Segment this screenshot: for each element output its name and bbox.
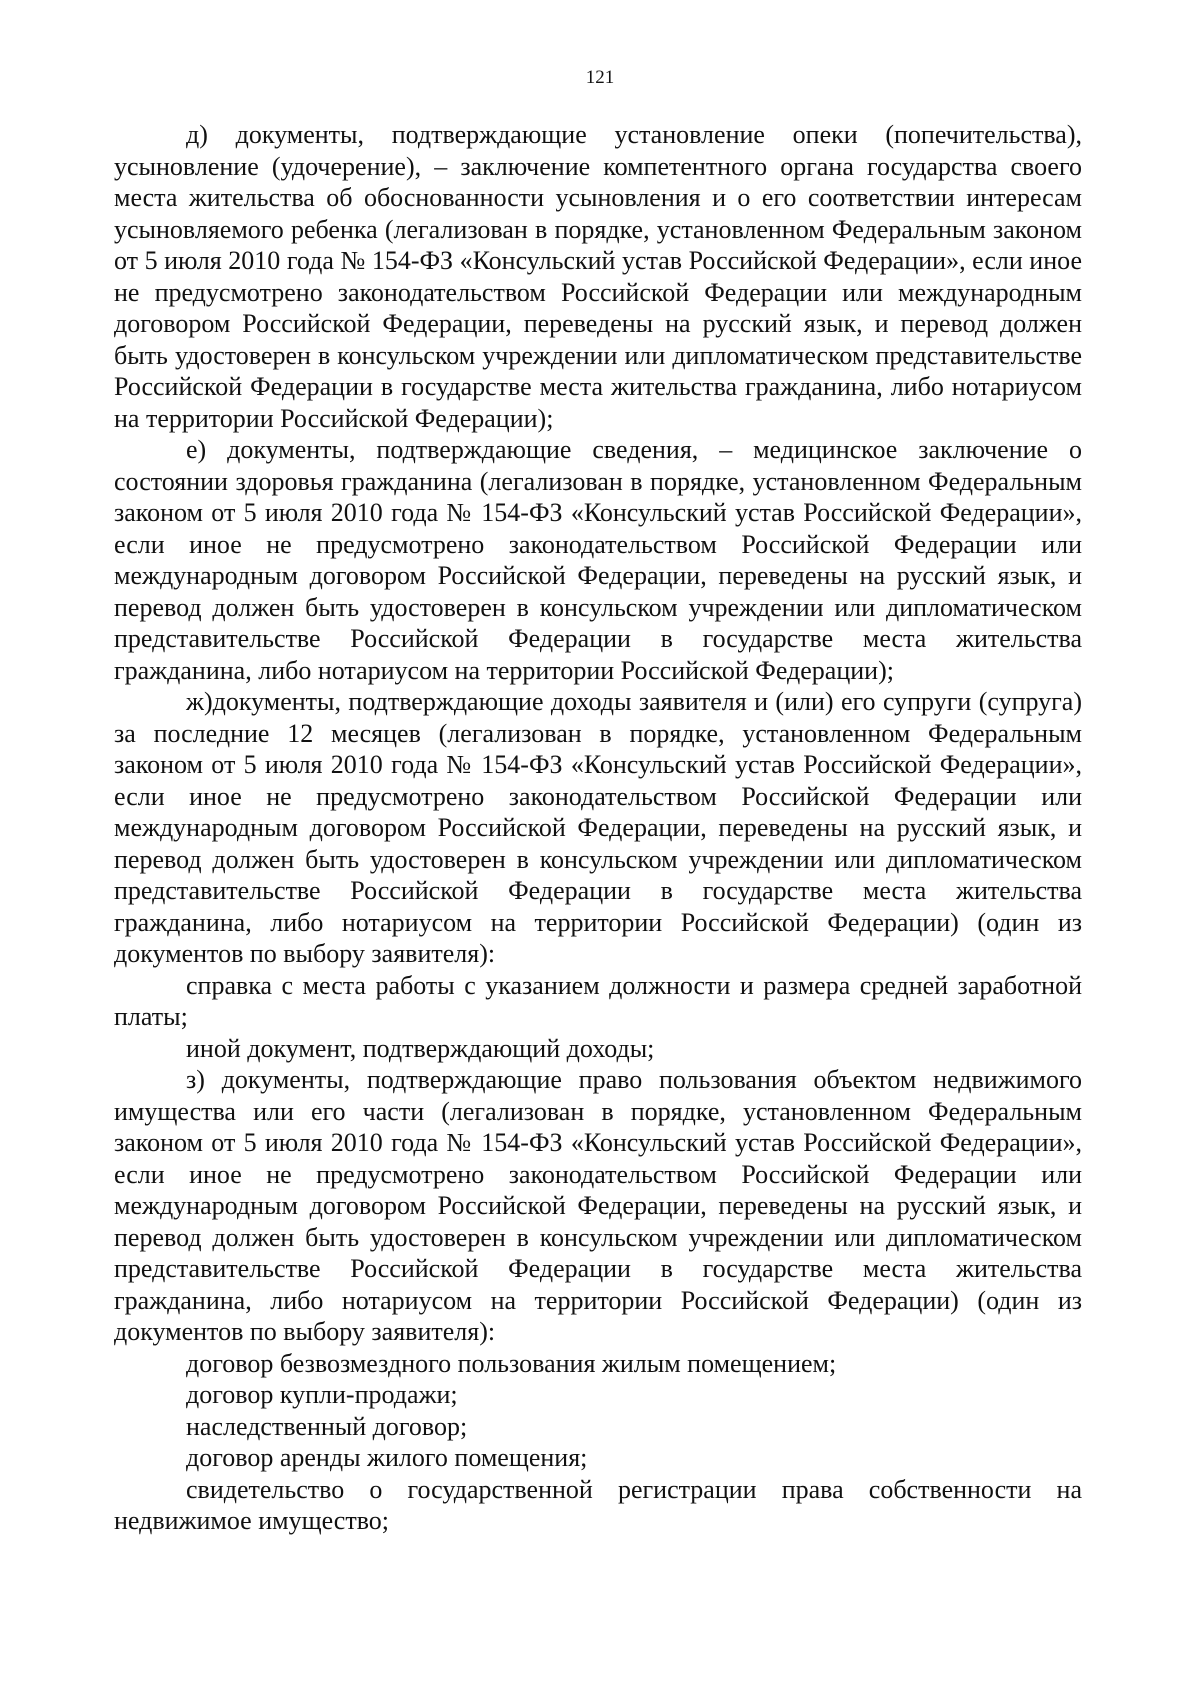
paragraph-zh-income: ж)документы, подтверждающие доходы заявителя и (или) его супруги (супруга) за последние 12 месяцев (легализован в порядке, установленном Федеральным законом от 5 июля 2010 года № 154-ФЗ «Консульский устав Российской Федерации», если иное не предусмотрено законодательством Российской Федерации или международным договором Российской Федерации, переведены на русский язык, и перевод должен быть удостоверен в консульском учреждении или дипломатическом представительстве Российской Федерации в государстве места жительства гражданина, либо нотариусом на территории Российской Федерации) (один из документов по выбору заявителя): bbox=[114, 687, 1082, 968]
list-item-purchase-agreement: договор купли-продажи; bbox=[186, 1380, 458, 1409]
paragraph-z-property-use: з) документы, подтверждающие право пользования объектом недвижимого имущества или его части (легализован в порядке, установленном Федеральным законом от 5 июля 2010 года № 154-ФЗ «Консульский устав Российской Федерации», если иное не предусмотрено законодательством Российской Федерации или международным договором Российской Федерации, переведены на русский язык, и перевод должен быть удостоверен в консульском учреждении или дипломатическом представительстве Российской Федерации в государстве места жительства гражданина, либо нотариусом на территории Российской Федерации) (один из документов по выбору заявителя): bbox=[114, 1065, 1082, 1346]
page-number: 121 bbox=[585, 67, 615, 88]
list-item-lease-agreement: договор аренды жилого помещения; bbox=[186, 1443, 588, 1472]
paragraph-d-guardianship: д) документы, подтверждающие установление опеки (попечительства), усыновление (удочерение), – заключение компетентного органа государства своего места жительства об обоснованности усыновления и о его соответствии интересам усыновляемого ребенка (легализован в порядке, установленном Федеральным законом от 5 июля 2010 года № 154-ФЗ «Консульский устав Российской Федерации», если иное не предусмотрено законодательством Российской Федерации или международным договором Российской Федерации, переведены на русский язык, и перевод должен быть удостоверен в консульском учреждении или дипломатическом представительстве Российской Федерации в государстве места жительства гражданина, либо нотариусом на территории Российской Федерации); bbox=[114, 120, 1082, 433]
list-item-other-income-document: иной документ, подтверждающий доходы; bbox=[186, 1033, 655, 1063]
list-item-inheritance-agreement: наследственный договор; bbox=[186, 1411, 468, 1441]
list-item-work-certificate: справка с места работы с указанием должности и размера средней заработной платы; bbox=[114, 970, 1082, 1031]
list-item-ownership-certificate: свидетельство о государственной регистрации права собственности на недвижимое имущество; bbox=[114, 1474, 1082, 1535]
paragraph-e-medical: е) документы, подтверждающие сведения, – медицинское заключение о состоянии здоровья гражданина (легализован в порядке, установленном Федеральным законом от 5 июля 2010 года № 154-ФЗ «Консульский устав Российской Федерации», если иное не предусмотрено законодательством Российской Федерации или международным договором Российской Федерации, переведены на русский язык, и перевод должен быть удостоверен в консульском учреждении или дипломатическом представительстве Российской Федерации в государстве места жительства гражданина, либо нотариусом на территории Российской Федерации); bbox=[114, 435, 1082, 685]
list-item-free-use-agreement: договор безвозмездного пользования жилым помещением; bbox=[186, 1348, 837, 1378]
document-body bbox=[114, 119, 1082, 1537]
